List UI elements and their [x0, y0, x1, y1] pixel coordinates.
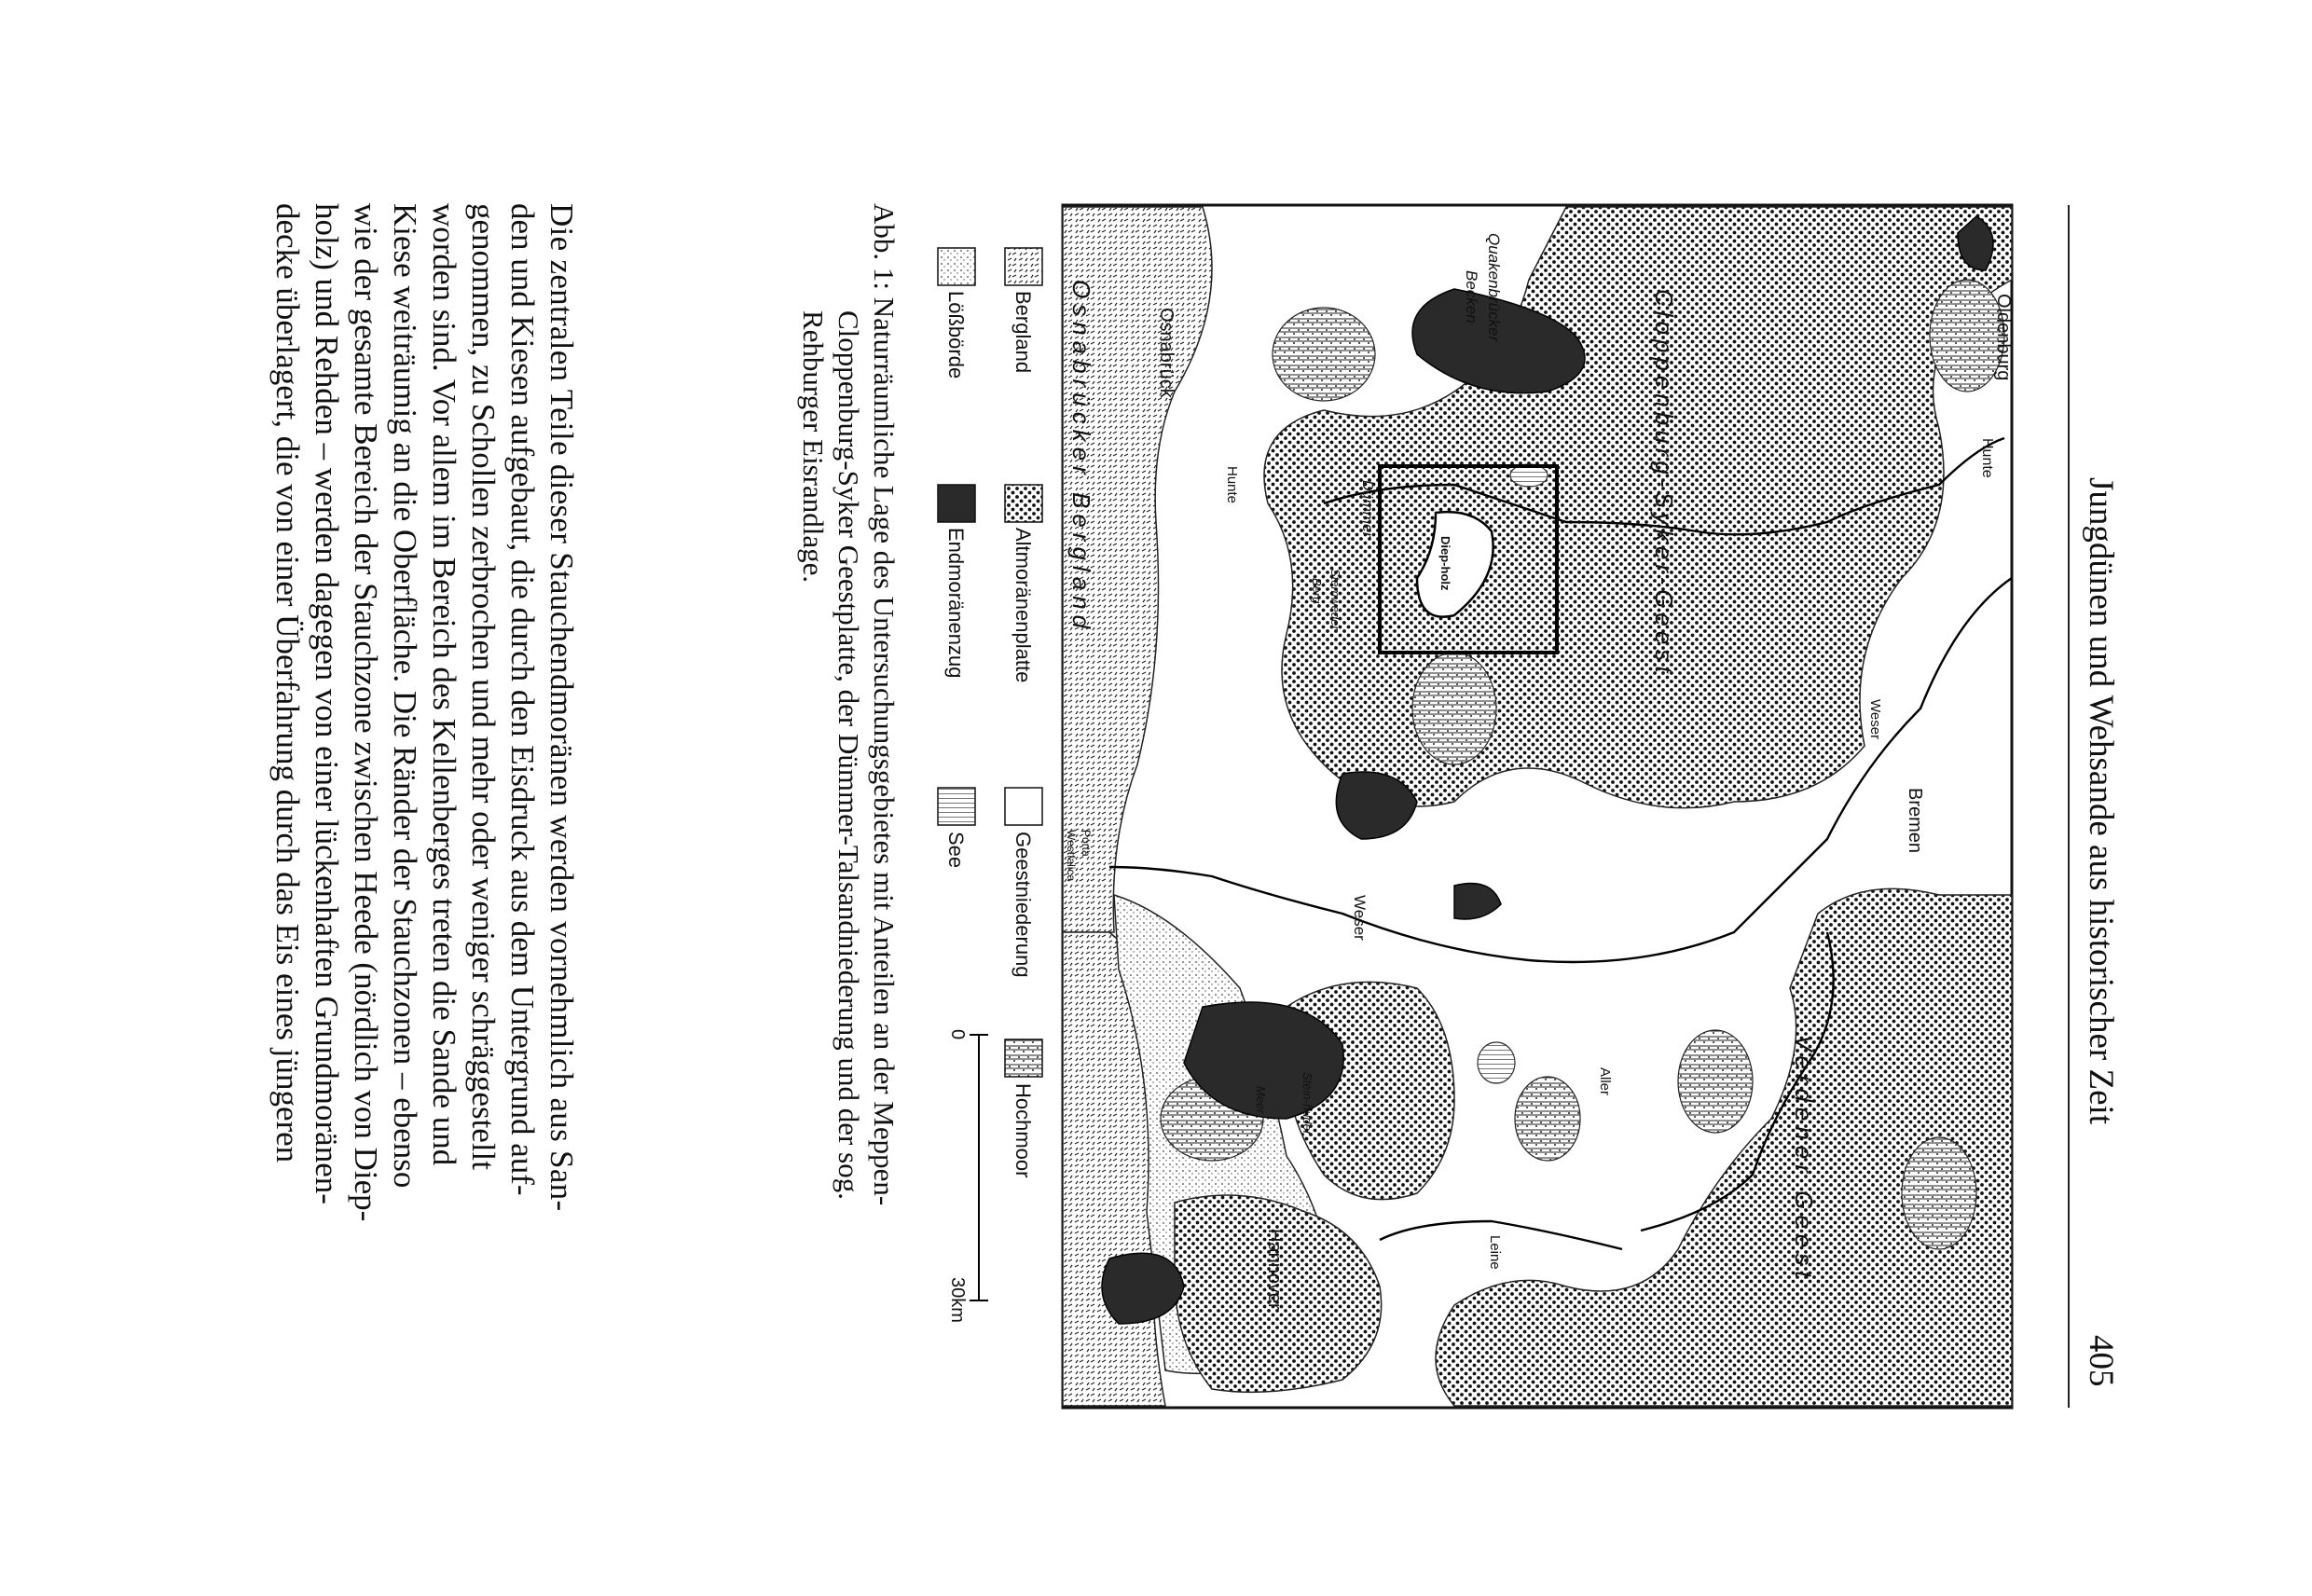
label-quakenbruecker: Quakenbrücker	[1485, 233, 1503, 342]
label-weser-south: Weser	[1351, 895, 1369, 941]
label-duemmer: Dümmer	[1359, 480, 1375, 538]
label-steinhuder: Stein-huder	[1300, 1072, 1314, 1135]
legend-swatch-see	[938, 788, 975, 825]
label-hunte-south: Hunte	[1224, 466, 1240, 504]
label-berg: Berg	[1310, 578, 1324, 604]
label-verdener-geest: Verdener Geest	[1790, 1035, 1818, 1284]
running-title: Jungdünen und Wehsande aus historischer Zeit	[2082, 477, 2120, 1125]
legend-label-see: See	[944, 832, 968, 869]
label-bremen: Bremen	[1905, 788, 1925, 854]
caption-line-3: Rehburger Eisrandlage.	[797, 310, 830, 584]
label-westfalica: Westfalica	[1065, 830, 1078, 882]
legend-label-hoch: Hochmoor	[1012, 1083, 1035, 1178]
body-line-3: genommen, zu Schollen zerbrochen und mehr oder weniger schräggestellt	[465, 203, 502, 1170]
legend-label-end: Endmoränenzug	[944, 528, 968, 679]
body-line-6: wie der gesamte Bereich der Stauchzone zwischen Heede (nördlich von Diep-	[348, 203, 384, 1222]
body-line-7: holz) und Rehden – werden dagegen von einer lückenhaften Grundmoränen-	[309, 203, 345, 1204]
legend-label-loess: Lößbörde	[944, 291, 968, 379]
legend-swatch-berg	[1005, 248, 1042, 285]
legend-label-berg: Bergland	[1012, 291, 1035, 374]
scale-label-end: 30km	[947, 1277, 968, 1323]
legend-swatch-end	[938, 485, 975, 522]
body-line-4: worden sind. Vor allem im Bereich des Kellenberges treten die Sande und	[426, 203, 462, 1166]
scale-bar	[970, 1035, 988, 1300]
label-stemweder: Stemweder	[1328, 569, 1342, 630]
label-porta: Porta	[1080, 830, 1093, 857]
label-aller: Aller	[1597, 1067, 1613, 1096]
scale-label-start: 0	[947, 1029, 968, 1040]
body-line-2: den und Kiesen aufgebaut, die durch den Eisdruck aus dem Untergrund auf-	[504, 203, 541, 1196]
legend-swatch-hoch	[1005, 1039, 1042, 1077]
label-diepholz: Diep-holz	[1438, 536, 1452, 591]
legend-swatch-geest	[1005, 788, 1042, 825]
label-osnabrueck: Osnabrück	[1156, 308, 1177, 398]
label-cloppenburg-geest: Cloppenburg-Syker-Geest	[1650, 289, 1678, 678]
label-hannover: Hannover	[1264, 1229, 1285, 1310]
label-osnabruecker-bergland: Osnabrücker Bergland	[1067, 280, 1095, 635]
page-number: 405	[2082, 1335, 2120, 1387]
body-line-1: Die zentralen Teile dieser Stauchendmoränen werden vornehmlich aus San-	[544, 203, 580, 1212]
legend-swatch-loess	[938, 248, 975, 285]
label-hunte-north: Hunte	[1979, 438, 1995, 478]
body-line-5: Kiese weiträumig an die Oberfläche. Die Ränder der Stauchzonen – ebenso	[387, 203, 423, 1189]
label-oldenburg: Oldenburg	[1993, 294, 2014, 381]
legend-label-geest: Geestniederung	[1012, 832, 1035, 978]
legend-label-alt: Altmoränenplatte	[1012, 528, 1035, 683]
label-weser-north: Weser	[1867, 699, 1883, 740]
legend-swatch-alt	[1005, 485, 1042, 522]
label-meer: Meer	[1254, 1086, 1268, 1114]
body-line-8: decke überlagert, die von einer Überfahrung durch das Eis eines jüngeren	[269, 203, 306, 1163]
label-becken: Becken	[1463, 270, 1480, 323]
caption-line-1: Abb. 1: Naturräumliche Lage des Untersuchungsgebietes mit Anteilen an der Meppen-	[868, 203, 901, 1206]
caption-line-2: Cloppenburg-Syker Geestplatte, der Dümmer-Talsandniederung und der sog.	[833, 310, 865, 1200]
label-leine: Leine	[1487, 1235, 1503, 1270]
